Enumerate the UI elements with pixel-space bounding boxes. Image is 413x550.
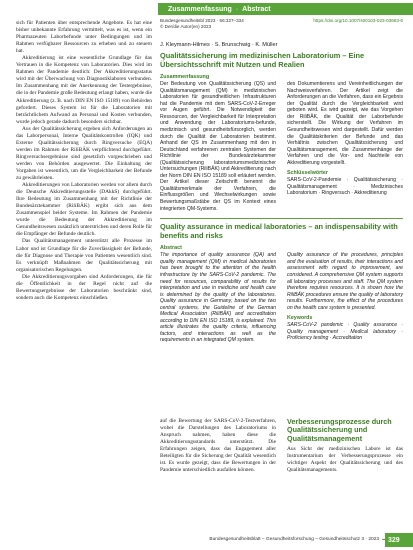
keywords-heading-english: Keywords xyxy=(287,315,313,322)
left-column-text xyxy=(16,20,152,520)
body-text-column: auf die Bewertung der SARS-CoV-2-Testverfahren, wobei die Darstellungen des Laboratoriums in Anspruch nahmen, haben diese die Akkreditierungsstandards unterstützt. Die Erfahrungen zeigen, dass das Engagement aller Beteiligten für die Sicherung der Qualität wesentlich ist. Es wurde gezeigt, dass die Bewertungen in der Pandemie unterschiedlich ausfallen können. xyxy=(160,418,276,474)
page-number: 329 xyxy=(385,533,413,547)
section-header-band xyxy=(158,3,413,15)
page-footer xyxy=(0,530,413,550)
section-heading: Verbesserungsprozesse durch Qualitätssicherung und Qualitätsmanagement xyxy=(287,417,392,443)
paragraph: Das Qualitätsmanagement unterstützt alle Prozesse im Labor und ist Grundlage für die Zuverlässigkeit der Befunde, die für Diagnose und Therapie von Patienten wesentlich sind. Es verknüpft Maßnahmen der Qualitätssicherung mit organisatorischen Regelungen. xyxy=(16,238,152,273)
section-text: Aus Sicht der medizinischen Labore ist das Instrumentarium der Verbesserungsprozesse ein wichtiger Aspekt der Qualitätssicherung und des Qualitätsmanagements. xyxy=(287,446,403,474)
abstract-text: The importance of quality assurance (QA) and quality management (QM) in medical laboratories has been brought to the attention of the health infrastructure by the SARS-CoV-2 pandemic. The need for resources, comparability of results for interpretation and use in medicine and health care is determined by the quality of the laboratories. Quality assurance in Germany, based on the two central systems, the Guideline of the German Medical Association (RiliBÄK) and accreditation according to DIN EN ISO 15189, is explained. This article illustrates the quality criteria, influencing factors, and interactions as well as the requirements in an integrated QM system. xyxy=(160,252,276,344)
paragraph: Akkreditierungen von Laboratorien werden vor allem durch die Deutsche Akkreditierungsstelle (DAkkS) durchgeführt. Ihre Bedeutung im Zusammenhang mit der Richtlinie der Bundesärztekammer (RiliBÄK) ergibt sich aus dem Zusammenspiel beider Systeme. Im Rahmen der Pandemie wurde die Bedeutung der Akkreditierung im Gesundheitswesen zusätzlich unterstrichen und deren Rolle für die Empfänger der Befunde deutlich. xyxy=(16,182,152,238)
abstract-heading-german: Zusammenfassung xyxy=(160,74,210,81)
german-abstract-col-1 xyxy=(160,81,276,212)
english-abstract xyxy=(160,252,403,344)
german-abstract-col-2 xyxy=(287,81,403,212)
abstract-text: Der Bedeutung von Qualitätssicherung (QS) und Qualitätsmanagement (QM) in medizinischen Laboratorien für gesundheitlichen Infrastrukturen hat die Pandemie mit dem SARS-CoV-2-Erreger vor Augen geführt. Die Notwendigkeit der Ressourcen, der Vergleichbarkeit für Interpretation und Anwendung der Laboratoriums-befunde, medizinisch und gesundheitsfürsorglich, werden durch die Qualität der Laboratorien bestimmt. Anhand der QS im Zusammenhang mit den in Deutschland verfahrenen zentralen Systemen der Richtlinie der Bundesärztekammer (Qualitätssicherung laboratoriumsmedizinischer Untersuchungen (RiliBÄK) und Akkreditierung nach der Norm DIN EN ISO 15189 soll erläutert werden. xyxy=(160,81,276,179)
abstract-heading-english: Abstract xyxy=(160,245,182,252)
paragraph: Akkreditierung ist eine wesentliche Grundlage für das Vertrauen in die Kompetenz von Laboratorien. Dies wird im Rahmen der Pandemie deutlich: Der Akkreditierungsstatus wird mit der Überwachung von Diagnostiklaboren verbunden. Im Zusammenhang mit der Anerkennung der Testergebnisse, die in der Pandemie große Bedeutung erlangt haben, wurde die Akkreditierung (z. B. nach DIN EN ISO 15189) von Behörden gefordert. Dieses System ist für die Laboratorien mit beträchtlichem Aufwand an Personal und Kosten verbunden, wurde jedoch gerade dadurch besonders sichtbar. xyxy=(16,55,152,125)
copyright: © Der/die Autor(en) 2023 xyxy=(160,24,212,29)
journal-info: Bundesgesundheitsbl 2023 · 66:327–334 xyxy=(160,18,244,23)
subsection-label: Abstract xyxy=(242,5,271,13)
keywords-heading-german: Schlüsselwörter xyxy=(287,170,328,177)
abstract-text: des Dokumentierens und Vereinheitlichungen der Nachweisverfahren. Der Artikel zeigt die Anforderungen an die Verfahren, dass ein Ergebnis der Qualität durch die Vergleichbarkeit wird geboten wird. Es wird gezeigt, wie das Vorgehen der RiliBÄK, die Qualität der Laborbefunde sicherstellt. Die Wirkung der Verfahren im Gesundheitswesen wird dargestellt. Dafür werden die Qualitätskriterien der Befunde und das Verhältnis zwischen Qualitätssicherung und Qualitätsmanagement, die Zusammenhänge der Verfahren und die Vor- und Nachteile von Akkreditierung vorgestellt. xyxy=(287,81,403,166)
section-label: Zusammenfassung xyxy=(168,5,232,13)
abstract-area xyxy=(160,18,403,344)
abstract-text: Der Artikel dieser Zeitschrift benennt die Qualitätsmerkmale der Verfahren, die Einflussgrößen und Wechselwirkungen sowie Bewertungsmaßstäbe der QS im Kontext eines integrierten QM-Systems. xyxy=(160,179,276,212)
keywords-english: SARS-CoV-2 pandemic · Quality assurance · Quality management · Medical laboratory · Proficiency testing · Accreditation xyxy=(287,322,403,342)
paragraph: sich für Patienten über entsprechende Angebote. Es hat eine bisher unbekannte Erfahrung vermittelt, was es ist, wenn ein Pharmazeuten Laborbefunde unter Bedingungen und im Rahmen verfügbarer Ressourcen zu erheben und zu steuern hat. xyxy=(16,20,152,55)
paragraph: Die Akkreditierungsvorgaben sind Anforderungen, die für die Öffentlichkeit in der Regel nicht auf die Bewertungsergebnisse der Laboratorien beschränkt sind, sondern auch die Kompetenz einschließen. xyxy=(16,273,152,301)
article-title-german: Qualitätssicherung im medizinischen Laboratorium – Eine Übersichtsschrift mit Nutzen und Realien xyxy=(160,51,365,69)
keywords-german: SARS-CoV-2-Pandemie · Qualitätssicherung · Qualitätsmanagement · Medizinisches Laboratorium · Ringversuch · Akkreditierung xyxy=(287,177,403,197)
abstract-text: Quality assurance of the procedures, principles and the evaluation of results, their interactions and assessment with regard to improvement, are considered. A comprehensive QM system supports all laboratory processes and staff. The QM system therefore requires resources. It is shown how the RiliBÄK procedures ensure the quality of laboratory results. Furthermore, the effect of the procedures on the health care system is presented. xyxy=(287,252,403,311)
paragraph: Aus der Qualitätssicherung ergeben sich Anforderungen an das Laborpersonal, Interne Qualitätskontrollen (IQK) und Externe Qualitätssicherung durch Ringversuche (EQA) werden im Rahmen der RiliBÄK verpflichtend durchgeführt. Ringversuchsergebnisse sind gesetzlich vorgeschrieben und werden von Behörden ausgewertet. Die Einhaltung der Vorgaben ist wesentlich, um die Vergleichbarkeit der Befunde zu gewährleisten. xyxy=(16,125,152,182)
doi-link[interactable]: https://doi.org/10.1007/s00103-023-03663-6 xyxy=(313,18,403,23)
divider xyxy=(160,218,403,219)
article-title-english: Quality assurance in medical laboratories – an indispensability with benefits and risks xyxy=(160,222,398,240)
section-separator: · xyxy=(235,5,239,13)
german-abstract xyxy=(160,81,403,212)
authors: J. Kleymann-Hilmes · S. Brunschwig · K. Müller xyxy=(160,42,278,48)
body-section xyxy=(287,418,403,474)
footer-journal: Bundesgesundheitsblatt – Gesundheitsforschung – Gesundheitsschutz 3 · 2023 xyxy=(209,537,379,542)
english-abstract-col-1 xyxy=(160,252,276,344)
english-abstract-col-2 xyxy=(287,252,403,344)
